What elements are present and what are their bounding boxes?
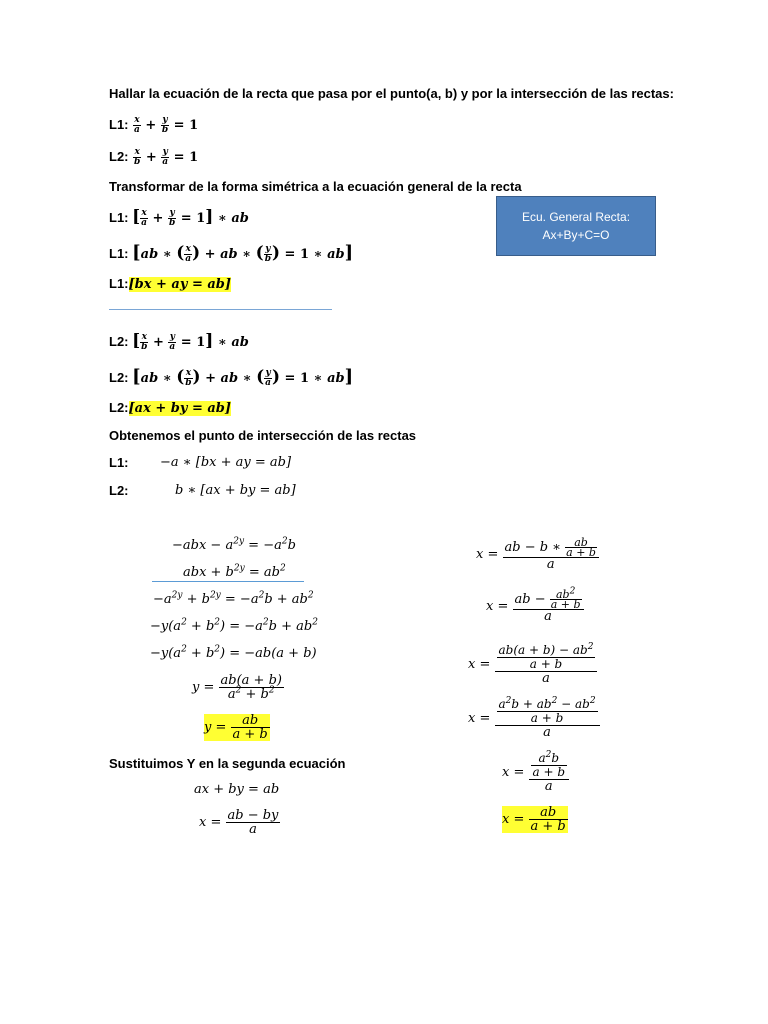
- eq-x-isolated: x = $\frac{ab - by}{a}$: [199, 808, 279, 837]
- eq-x-step-1: x = ab − b ∗ $\frac{ab}{a + b}$ a: [476, 538, 599, 571]
- eq-l1-general: [109, 276, 231, 293]
- eq-l2-times-ab: L2: [ $\frac{x}{b}$ + $\frac{y}{a}$ = 1] ∗ ab: [109, 331, 249, 352]
- label-l2: L2:: [109, 370, 129, 385]
- eq-l1-times-ab: L1: [ $\frac{x}{a}$ + $\frac{y}{b}$ = 1] ∗ ab: [109, 207, 249, 228]
- heading-transform: Transformar de la forma simétrica a la ecuación general de la recta: [109, 179, 522, 194]
- box-title: Ecu. General Recta:: [521, 210, 631, 224]
- eq-step-2: abx + $b^{2y} = ab^2$: [183, 563, 286, 580]
- label-l2-mult: L2:: [109, 483, 129, 498]
- eq-step-3: $-a^{2y} + b^{2y} = -a^2b + ab^2$: [153, 590, 314, 607]
- eq-x-result: x = $\frac{ab}{a + b}$: [502, 805, 566, 834]
- box-formula: Ax+By+C=O: [542, 228, 610, 242]
- label-l1-mult: L1:: [109, 455, 129, 470]
- sum-line: [152, 581, 304, 582]
- eq-step-5: $-y(a^2 + b^2) = -ab(a + b)$: [150, 644, 317, 661]
- eq-y-result: y = $\frac{ab}{a + b}$: [204, 713, 268, 742]
- label-l2: L2:: [109, 400, 129, 415]
- label-l1: L1:: [109, 276, 129, 291]
- heading-substitute: Sustituimos Y en la segunda ecuación: [109, 756, 346, 771]
- eq-l1-symmetric: L1: $\frac{x}{a}$ + $\frac{y}{b}$ = 1: [109, 115, 199, 135]
- eq-y-fraction: y = $\frac{ab(a + b)}{a^2 + b^2}$: [192, 673, 282, 702]
- eq-x-step-5: x = $\frac{\frac{a^2b}{a + b}}{a}$: [502, 752, 569, 793]
- eq-l2-expand: L2: [ab ∗ ( $\frac{x}{b}$ ) + ab ∗ ( $\frac{y}{a}$ ) = 1 ∗ ab]: [109, 366, 354, 388]
- l1-general-highlight: [bx + ay = ab]: [128, 277, 232, 292]
- eq-step-4: $-y(a^2 + b^2) = -a^2b + ab^2$: [150, 617, 318, 634]
- label-l2: L2:: [109, 334, 129, 349]
- heading-intersection: Obtenemos el punto de intersección de las rectas: [109, 428, 417, 443]
- label-l1: L1:: [109, 210, 129, 225]
- general-equation-box: [496, 196, 656, 256]
- eq-step-1: $-abx - a^{2y} = -a^2b$: [172, 536, 296, 553]
- label-l1: L1:: [109, 246, 129, 261]
- eq-x-step-4: x = $\frac{\frac{a^2b + ab^2 - ab^2}{a + b}}{a}$: [468, 698, 600, 739]
- l2-general-highlight: [ax + by = ab]: [128, 401, 232, 416]
- label-l2: L2:: [109, 149, 129, 164]
- eq-l2-mult: b ∗ [ax + by = ab]: [175, 483, 296, 498]
- eq-x-step-3: x = $\frac{\frac{ab(a + b) - ab^2}{a + b}}{a}$: [468, 644, 597, 685]
- eq-l1-mult: −a ∗ [bx + ay = ab]: [160, 455, 292, 470]
- divider-line: [109, 309, 332, 310]
- label-l1: L1:: [109, 117, 129, 132]
- eq-l1-expand: L1: [ab ∗ ( $\frac{x}{a}$ ) + ab ∗ ( $\frac{y}{b}$ ) = 1 ∗ ab]: [109, 242, 354, 264]
- heading-problem: Hallar la ecuación de la recta que pasa por el punto(a, b) y por la intersección de las rectas:: [109, 86, 674, 101]
- eq-x-step-2: x = ab − $\frac{ab^2}{a + b}$ a: [486, 590, 584, 623]
- eq-l2-symmetric: L2: $\frac{x}{b}$ + $\frac{y}{a}$ = 1: [109, 147, 199, 167]
- eq-ax-by: ax + by = ab: [194, 782, 280, 797]
- eq-l2-general: [109, 400, 231, 417]
